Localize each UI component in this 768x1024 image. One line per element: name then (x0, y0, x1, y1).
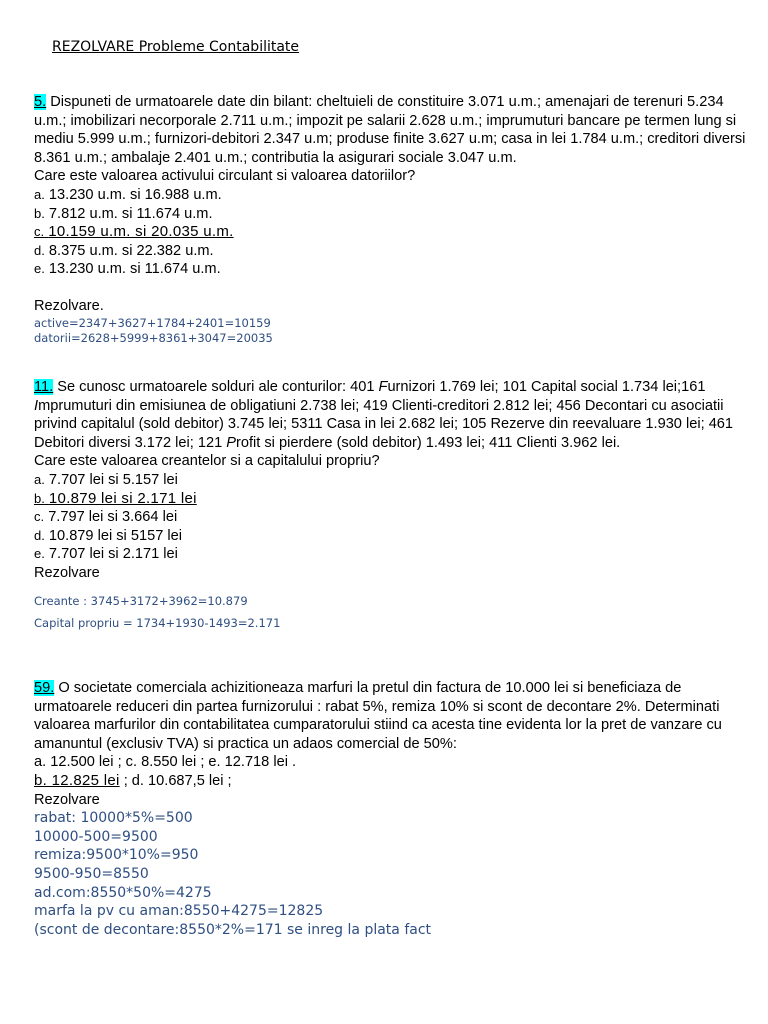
problem-11 (34, 378, 756, 633)
solution-line: 10000-500=9500 (34, 828, 158, 845)
problem-11-question: 11. Se cunosc urmatoarele solduri ale conturilor: 401 Furnizori 1.769 lei; 101 Capital social 1.734 lei;161 Imprumuturi din emisiunea de obligatiuni 2.738 lei; 419 Clienti-creditori 2.812 lei; 456 Decontari cu asociatii privind capitalul (sold debitor) 3.745 lei; 5311 Casa in lei 2.682 lei; 105 Rezerve din reevaluare 1.930 lei; 461 Debitori diversi 3.172 lei; 121 Profit si pierdere (sold debitor) 1.493 lei; 411 Clienti 3.962 lei. (34, 379, 734, 451)
option-c: c. 7.797 lei si 3.664 lei (34, 509, 178, 526)
question-ask: Care este valoarea activului circulant si valoarea datoriilor? (34, 168, 416, 185)
option-a: a. 7.707 lei si 5.157 lei (34, 471, 178, 488)
option-a: a. 13.230 u.m. si 16.988 u.m. (34, 186, 222, 203)
option-e: e. 7.707 lei si 2.171 lei (34, 546, 178, 563)
problem-number: 5. (34, 94, 47, 110)
problem-5-question (34, 93, 756, 167)
problem-number: 11. (34, 379, 54, 395)
solution-label: Rezolvare. (34, 297, 104, 314)
problem-59-question: 59. O societate comerciala achizitioneaza marfuri la pretul din factura de 10.000 lei si beneficiaza de urmatoarele reduceri din partea furnizorului : rabat 5%, remiza 10% si scont de decontare 2%. Determinati valoarea marfurilor din contabilitatea cumparatorului stiind ca acesta tine evidenta lor la pret de vanzare cu amanuntul (exclusiv TVA) si practica un adaos comercial de 50%: (34, 680, 722, 752)
solution-line: Creante : 3745+3172+3962=10.879 (34, 593, 248, 608)
solution-label: Rezolvare (34, 791, 100, 808)
option-b-correct: b. 10.879 lei si 2.171 lei (34, 489, 197, 507)
option-d: d. 10.879 lei si 5157 lei (34, 527, 182, 544)
solution-line: Capital propriu = 1734+1930-1493=2.171 (34, 615, 281, 630)
problem-5 (34, 93, 756, 347)
solution-label: Rezolvare (34, 564, 100, 581)
question-ask: Care este valoarea creantelor si a capitalului propriu? (34, 453, 380, 470)
problem-59 (34, 679, 756, 939)
solution-line: marfa la pv cu aman:8550+4275=12825 (34, 903, 324, 920)
solution-line: ad.com:8550*50%=4275 (34, 884, 212, 901)
options-line-1: a. 12.500 lei ; c. 8.550 lei ; e. 12.718 lei . (34, 754, 297, 771)
solution-line: (scont de decontare:8550*2%=171 se inreg la plata fact (34, 921, 432, 938)
solution-line: active=2347+3627+1784+2401=10159 (34, 315, 271, 330)
options-line-2: b. 12.825 lei ; d. 10.687,5 lei ; (34, 771, 232, 789)
option-b: b. 7.812 u.m. si 11.674 u.m. (34, 205, 213, 222)
solution-line: datorii=2628+5999+8361+3047=20035 (34, 331, 273, 346)
option-c-correct: c. 10.159 u.m. si 20.035 u.m. (34, 223, 234, 241)
solution-line: remiza:9500*10%=950 (34, 847, 199, 864)
question-text: Dispuneti de urmatoarele date din bilant: cheltuieli de constituire 3.071 u.m.; amenajari de terenuri 5.234 u.m.; imobilizari necorporale 2.711 u.m.; impozit pe salarii 2.628 u.m.; imprumuturi bancare pe termen lung si mediu 5.999 u.m.; furnizori-debitori 2.347 u.m; produse finite 3.627 u.m; casa in lei 1.784 u.m.; creditori diversi 8.361 u.m.; ambalaje 2.401 u.m.; contributia la asigurari sociale 3.047 u.m. (34, 94, 746, 166)
correct-answer: b. 12.825 lei (34, 771, 120, 789)
document-title: REZOLVARE Probleme Contabilitate (52, 39, 300, 55)
solution-line: rabat: 10000*5%=500 (34, 810, 193, 827)
solution-line: 9500-950=8550 (34, 865, 149, 882)
problem-number: 59. (34, 680, 55, 696)
option-e: e. 13.230 u.m. si 11.674 u.m. (34, 261, 221, 278)
option-d: d. 8.375 u.m. si 22.382 u.m. (34, 242, 214, 259)
